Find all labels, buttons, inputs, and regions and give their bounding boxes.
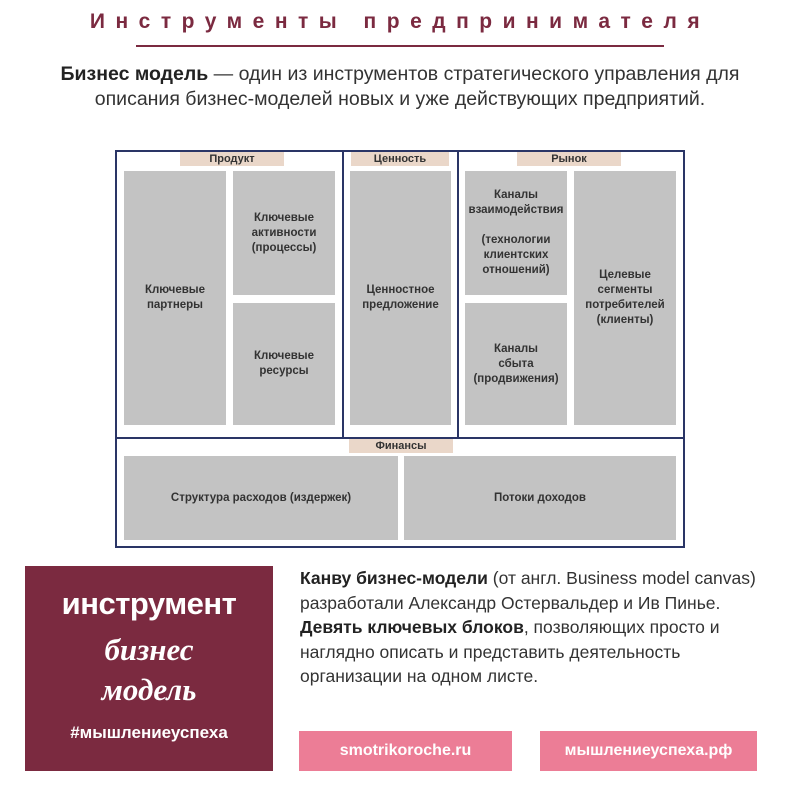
tag-market: Рынок (517, 152, 621, 166)
description-paragraph-1: Канву бизнес-модели (от англ. Business model canvas) разработали Александр Остервальдер и Ив Пинье. (300, 568, 756, 613)
divider-value-market (457, 152, 459, 439)
brand-badge (25, 566, 273, 771)
block-key-resources: Ключевые ресурсы (233, 303, 335, 425)
page-title: Инструменты предпринимателя (89, 10, 711, 33)
tag-value: Ценность (351, 152, 449, 166)
block-sales-channels: Каналы сбыта (продвижения) (465, 303, 567, 425)
block-key-activities: Ключевые активности (процессы) (233, 171, 335, 295)
block-value-proposition: Ценностное предложение (350, 171, 451, 425)
intro-definition: — один из инструментов стратегического управления для описания бизнес-моделей новых и уже действующих предприятий. (94, 63, 740, 110)
title-divider (136, 45, 664, 47)
link-myshlenieuspekha[interactable]: мышлениеуспеха.рф (540, 731, 757, 771)
block-key-partners: Ключевые партнеры (124, 171, 226, 425)
brand-word-business: бизнес (104, 632, 194, 667)
intro-term: Бизнес модель (60, 63, 209, 85)
description-text (300, 566, 770, 689)
link-smotrikoroche[interactable]: smotrikoroche.ru (299, 731, 512, 771)
brand-word-tool: инструмент (61, 586, 237, 621)
brand-word-model: модель (101, 672, 197, 707)
tag-finance: Финансы (349, 439, 453, 453)
block-interaction-channels: Каналы взаимодействия (технологии клиентских отношений) (465, 171, 567, 295)
tag-product: Продукт (180, 152, 284, 166)
brand-hashtag: #мышлениеуспеха (70, 723, 228, 742)
block-customer-segments: Целевые сегменты потребителей (клиенты) (574, 171, 676, 425)
block-cost-structure: Структура расходов (издержек) (124, 456, 398, 540)
intro-text (60, 62, 740, 112)
description-paragraph-2: Девять ключевых блоков, позволяющих просто и наглядно описать и представить деятельность организации на одном листе. (300, 617, 720, 686)
business-model-canvas (115, 150, 685, 548)
divider-product-value (342, 152, 344, 439)
block-revenue-streams: Потоки доходов (404, 456, 676, 540)
